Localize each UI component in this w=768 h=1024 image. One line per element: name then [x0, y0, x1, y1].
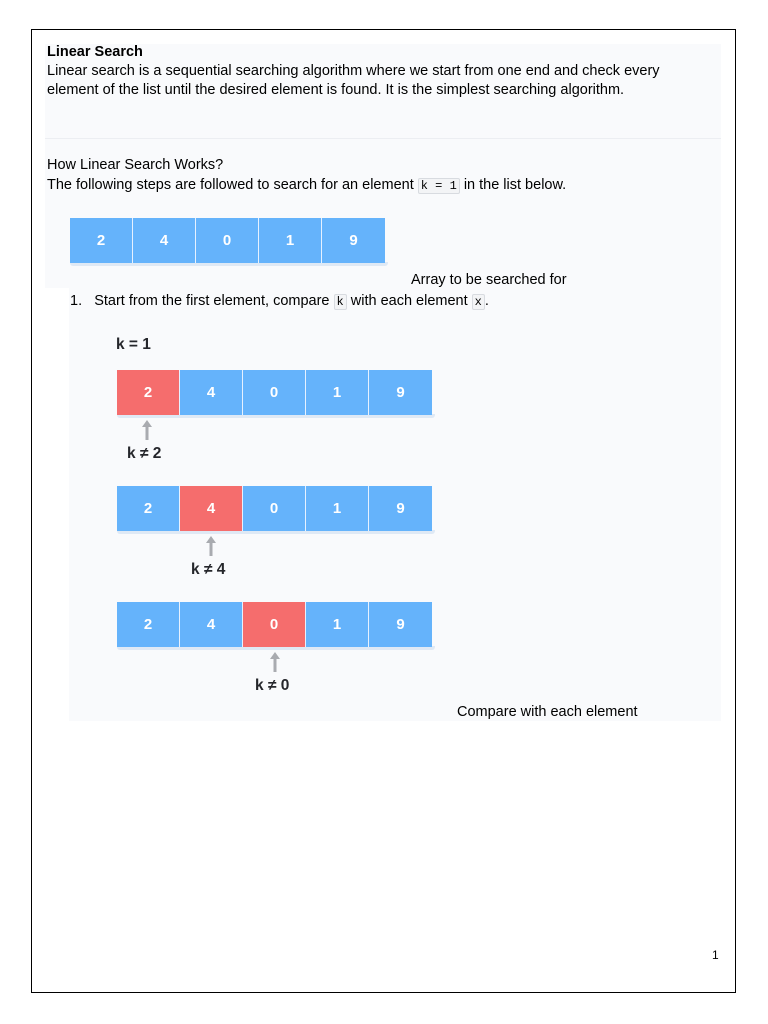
up-arrow-icon: [269, 651, 281, 673]
k-label: k = 1: [116, 336, 151, 353]
array-diagram: [117, 486, 432, 531]
figure-caption: Array to be searched for: [411, 272, 567, 288]
steps-text: The following steps are followed to search for an element: [47, 177, 414, 193]
array-cell: 1: [259, 218, 322, 263]
array-cell: 9: [369, 602, 432, 647]
up-arrow-icon: [141, 419, 153, 441]
inline-code: k: [334, 294, 347, 310]
step-item: [70, 292, 489, 312]
section-divider: [45, 138, 721, 139]
step-text: .: [484, 293, 489, 309]
array-cell: 1: [306, 370, 369, 415]
array-cell: 2: [70, 218, 133, 263]
intro-paragraph-line-2: element of the list until the desired element is found. It is the simplest searching algorithm.: [47, 82, 625, 98]
intro-paragraph-line-1: Linear search is a sequential searching algorithm where we start from one end and check every: [47, 63, 660, 79]
array-cell: 0: [243, 486, 306, 531]
inline-code: x: [472, 294, 485, 310]
comparison-label: k ≠ 2: [127, 445, 162, 462]
array-cell: 9: [369, 486, 432, 531]
array-cell: 2: [117, 486, 180, 531]
page-title: Linear Search: [47, 44, 143, 60]
figure-caption: Compare with each element: [457, 704, 638, 720]
array-cell: 0: [243, 370, 306, 415]
array-cell-highlighted: 0: [243, 602, 306, 647]
array-cell: 1: [306, 602, 369, 647]
step-text: Start from the first element, compare: [94, 293, 330, 309]
array-cell: 4: [180, 370, 243, 415]
array-diagram: [70, 218, 385, 263]
comparison-label: k ≠ 4: [191, 561, 226, 578]
how-heading: How Linear Search Works?: [47, 157, 224, 173]
array-cell: 4: [133, 218, 196, 263]
step-text: with each element: [350, 293, 468, 309]
array-cell: 4: [180, 602, 243, 647]
page-number: 1: [712, 948, 719, 962]
array-cell: 0: [196, 218, 259, 263]
array-cell: 1: [306, 486, 369, 531]
array-cell-highlighted: 2: [117, 370, 180, 415]
step-number: 1.: [70, 293, 83, 309]
array-cell-highlighted: 4: [180, 486, 243, 531]
array-cell: 9: [369, 370, 432, 415]
steps-text: in the list below.: [463, 177, 567, 193]
array-cell: 9: [322, 218, 385, 263]
inline-code: k = 1: [418, 178, 460, 194]
up-arrow-icon: [205, 535, 217, 557]
array-diagram: [117, 370, 432, 415]
array-cell: 2: [117, 602, 180, 647]
steps-paragraph: [47, 176, 566, 196]
array-diagram: [117, 602, 432, 647]
comparison-label: k ≠ 0: [255, 677, 290, 694]
